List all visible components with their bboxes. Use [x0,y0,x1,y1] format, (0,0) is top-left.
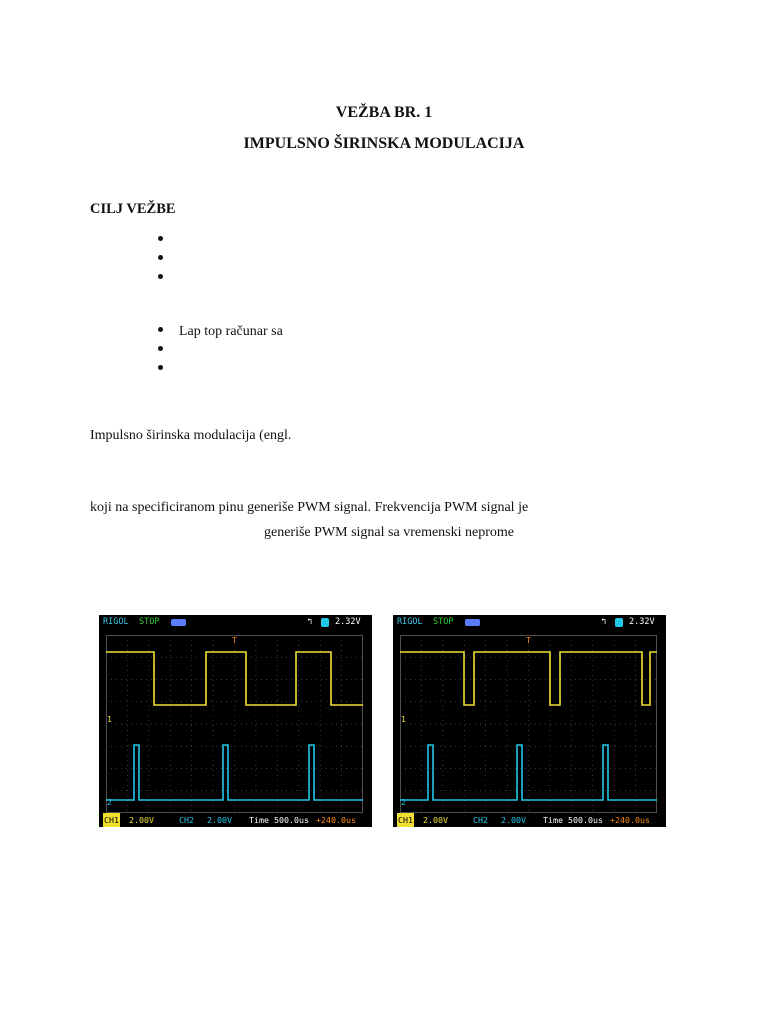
channel-indicator-icon [321,618,329,627]
scope-status: STOP [433,617,454,627]
ch1-marker: 1 [401,715,406,724]
ch1-scale: 2.00V [129,815,154,825]
ch2-scale: 2.00V [501,815,526,825]
list-item [158,324,283,340]
list-item [158,343,179,359]
ch2-scale: 2.00V [207,815,232,825]
scope-status: STOP [139,617,160,627]
scope-waveform-display [106,635,363,813]
memory-depth-icon [171,619,186,626]
trigger-position-marker: T [232,636,237,645]
ch2-label: CH2 [473,815,488,825]
ch1-label: CH1 [104,815,119,825]
bullet-icon [158,236,163,241]
scope-top-bar [99,615,372,630]
trigger-level: 2.32V [335,617,361,627]
ch2-marker: 2 [107,798,112,807]
trigger-edge-icon: ↰ [307,617,313,627]
time-offset: +240.0us [610,815,650,825]
list-item [158,271,179,287]
bullet-icon [158,327,163,332]
bullet-icon [158,346,163,351]
trigger-position-marker: T [526,636,531,645]
list-item [158,362,179,378]
trigger-level: 2.32V [629,617,655,627]
time-base: Time 500.0us [543,815,603,825]
ch2-marker: 2 [401,798,406,807]
scope-screen-background [400,635,657,813]
scope-waveform-display [400,635,657,813]
oscilloscope-screenshot-right [393,615,666,827]
scope-top-bar [393,615,666,630]
list-item [158,233,179,249]
page-title-line2: IMPULSNO ŠIRINSKA MODULACIJA [243,135,525,152]
time-offset: +240.0us [316,815,356,825]
equipment-item-label: Lap top računar sa [179,324,283,339]
paragraph-intro: Impulsno širinska modulacija (engl. [90,428,292,443]
trigger-edge-icon: ↰ [601,617,607,627]
time-base: Time 500.0us [249,815,309,825]
bullet-icon [158,274,163,279]
ch1-marker: 1 [107,715,112,724]
page-title-line1: VEŽBA BR. 1 [335,104,433,121]
list-item [158,252,179,268]
channel-indicator-icon [615,618,623,627]
oscilloscope-screenshot-left [99,615,372,827]
ch1-scale: 2.00V [423,815,448,825]
scope-screen-background [106,635,363,813]
scope-bottom-bar [393,813,666,827]
ch2-label: CH2 [179,815,194,825]
scope-brand: RIGOL [397,617,423,627]
scope-brand: RIGOL [103,617,129,627]
bullet-icon [158,255,163,260]
paragraph-line: koji na specificiranom pinu generiše PWM signal. Frekvencija PWM signal je [90,500,529,515]
scope-bottom-bar [99,813,372,827]
memory-depth-icon [465,619,480,626]
ch1-label: CH1 [398,815,413,825]
paragraph-line: generiše PWM signal sa vremenski neprome [264,525,514,540]
section-heading: CILJ VEŽBE [90,201,176,217]
bullet-icon [158,365,163,370]
